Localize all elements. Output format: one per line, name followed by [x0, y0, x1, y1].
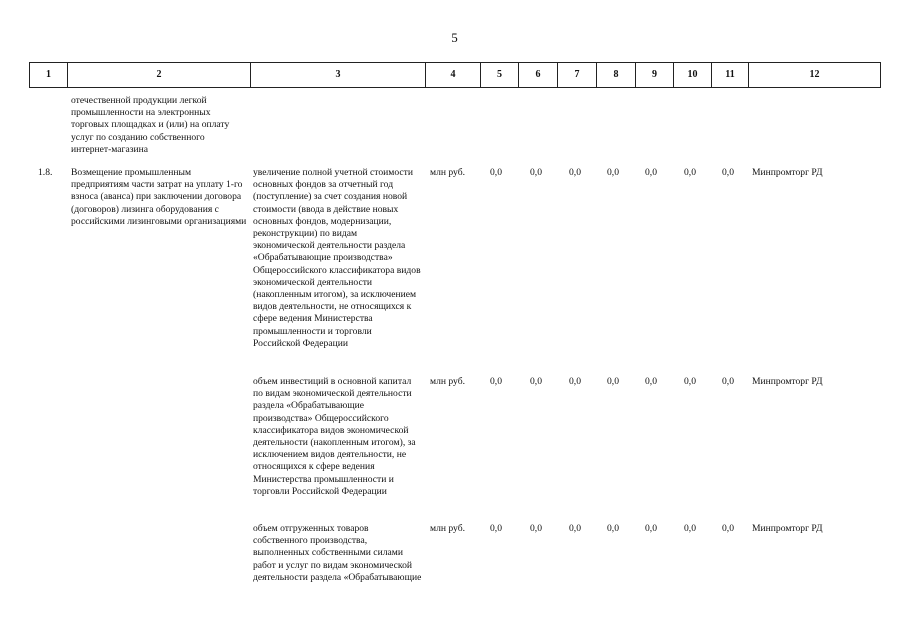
value-col-6: 0,0	[530, 523, 542, 534]
value-col-9: 0,0	[645, 167, 657, 178]
value-col-10: 0,0	[684, 376, 696, 387]
value-col-11: 0,0	[722, 167, 734, 178]
value-col-9: 0,0	[645, 376, 657, 387]
unit: млн руб.	[430, 523, 466, 534]
responsible: Минпромторг РД	[752, 167, 823, 178]
value-col-11: 0,0	[722, 376, 734, 387]
value-col-7: 0,0	[569, 376, 581, 387]
column-header-8: 8	[596, 63, 635, 87]
column-header-11: 11	[711, 63, 748, 87]
column-header-3: 3	[250, 63, 425, 87]
page-number: 5	[451, 30, 458, 45]
value-col-6: 0,0	[530, 167, 542, 178]
column-header-4: 4	[425, 63, 480, 87]
value-col-11: 0,0	[722, 523, 734, 534]
responsible: Минпромторг РД	[752, 376, 823, 387]
value-col-5: 0,0	[490, 376, 502, 387]
continuation-text: отечественной продукции легкой промышленности на электронных торговых площадках и (или) на оплату услуг по созданию собственного интернет-магазина	[71, 95, 230, 155]
value-col-8: 0,0	[607, 376, 619, 387]
item-number: 1.8.	[38, 167, 53, 178]
value-col-10: 0,0	[684, 167, 696, 178]
value-col-7: 0,0	[569, 523, 581, 534]
indicator-text: объем отгруженных товаров собственного производства, выполненных собственными силами работ и услуг по видам экономической деятельности раздела «Обрабатывающие	[253, 523, 422, 583]
column-header-7: 7	[557, 63, 596, 87]
column-header-9: 9	[635, 63, 673, 87]
value-col-5: 0,0	[490, 523, 502, 534]
column-header-6: 6	[518, 63, 557, 87]
column-header-5: 5	[480, 63, 518, 87]
indicator-text: увеличение полной учетной стоимости основных фондов за отчетный год (поступление) за счет создания новой стоимости (ввода в действие новых основных фондов, модернизации, реконструкции) по видам экономической деятельности раздела «Обрабатывающие производства» Общероссийского классификатора видов экономической деятельности (накопленным итогом), за исключением видов деятельности, не относящихся к сфере ведения Министерства промышленности и торговли Российской Федерации	[253, 167, 421, 349]
value-col-8: 0,0	[607, 523, 619, 534]
value-col-5: 0,0	[490, 167, 502, 178]
item-description: Возмещение промышленным предприятиям части затрат на уплату 1-го взноса (аванса) при заключении договора (договоров) лизинга оборудования с российскими лизинговыми организациями	[71, 167, 247, 227]
responsible: Минпромторг РД	[752, 523, 823, 534]
indicator-text: объем инвестиций в основной капитал по видам экономической деятельности раздела «Обрабатывающие производства» Общероссийского классификатора видов экономической деятельности (накопленным итогом), за исключением видов деятельности, не относящихся к сфере ведения Министерства промышленности и торговли Российской Федерации	[253, 376, 416, 497]
value-col-10: 0,0	[684, 523, 696, 534]
column-header-12: 12	[748, 63, 881, 87]
table-header	[29, 62, 881, 88]
value-col-6: 0,0	[530, 376, 542, 387]
column-header-10: 10	[673, 63, 711, 87]
value-col-9: 0,0	[645, 523, 657, 534]
value-col-7: 0,0	[569, 167, 581, 178]
unit: млн руб.	[430, 167, 466, 178]
value-col-8: 0,0	[607, 167, 619, 178]
unit: млн руб.	[430, 376, 466, 387]
column-header-2: 2	[67, 63, 250, 87]
column-header-1: 1	[29, 63, 67, 87]
